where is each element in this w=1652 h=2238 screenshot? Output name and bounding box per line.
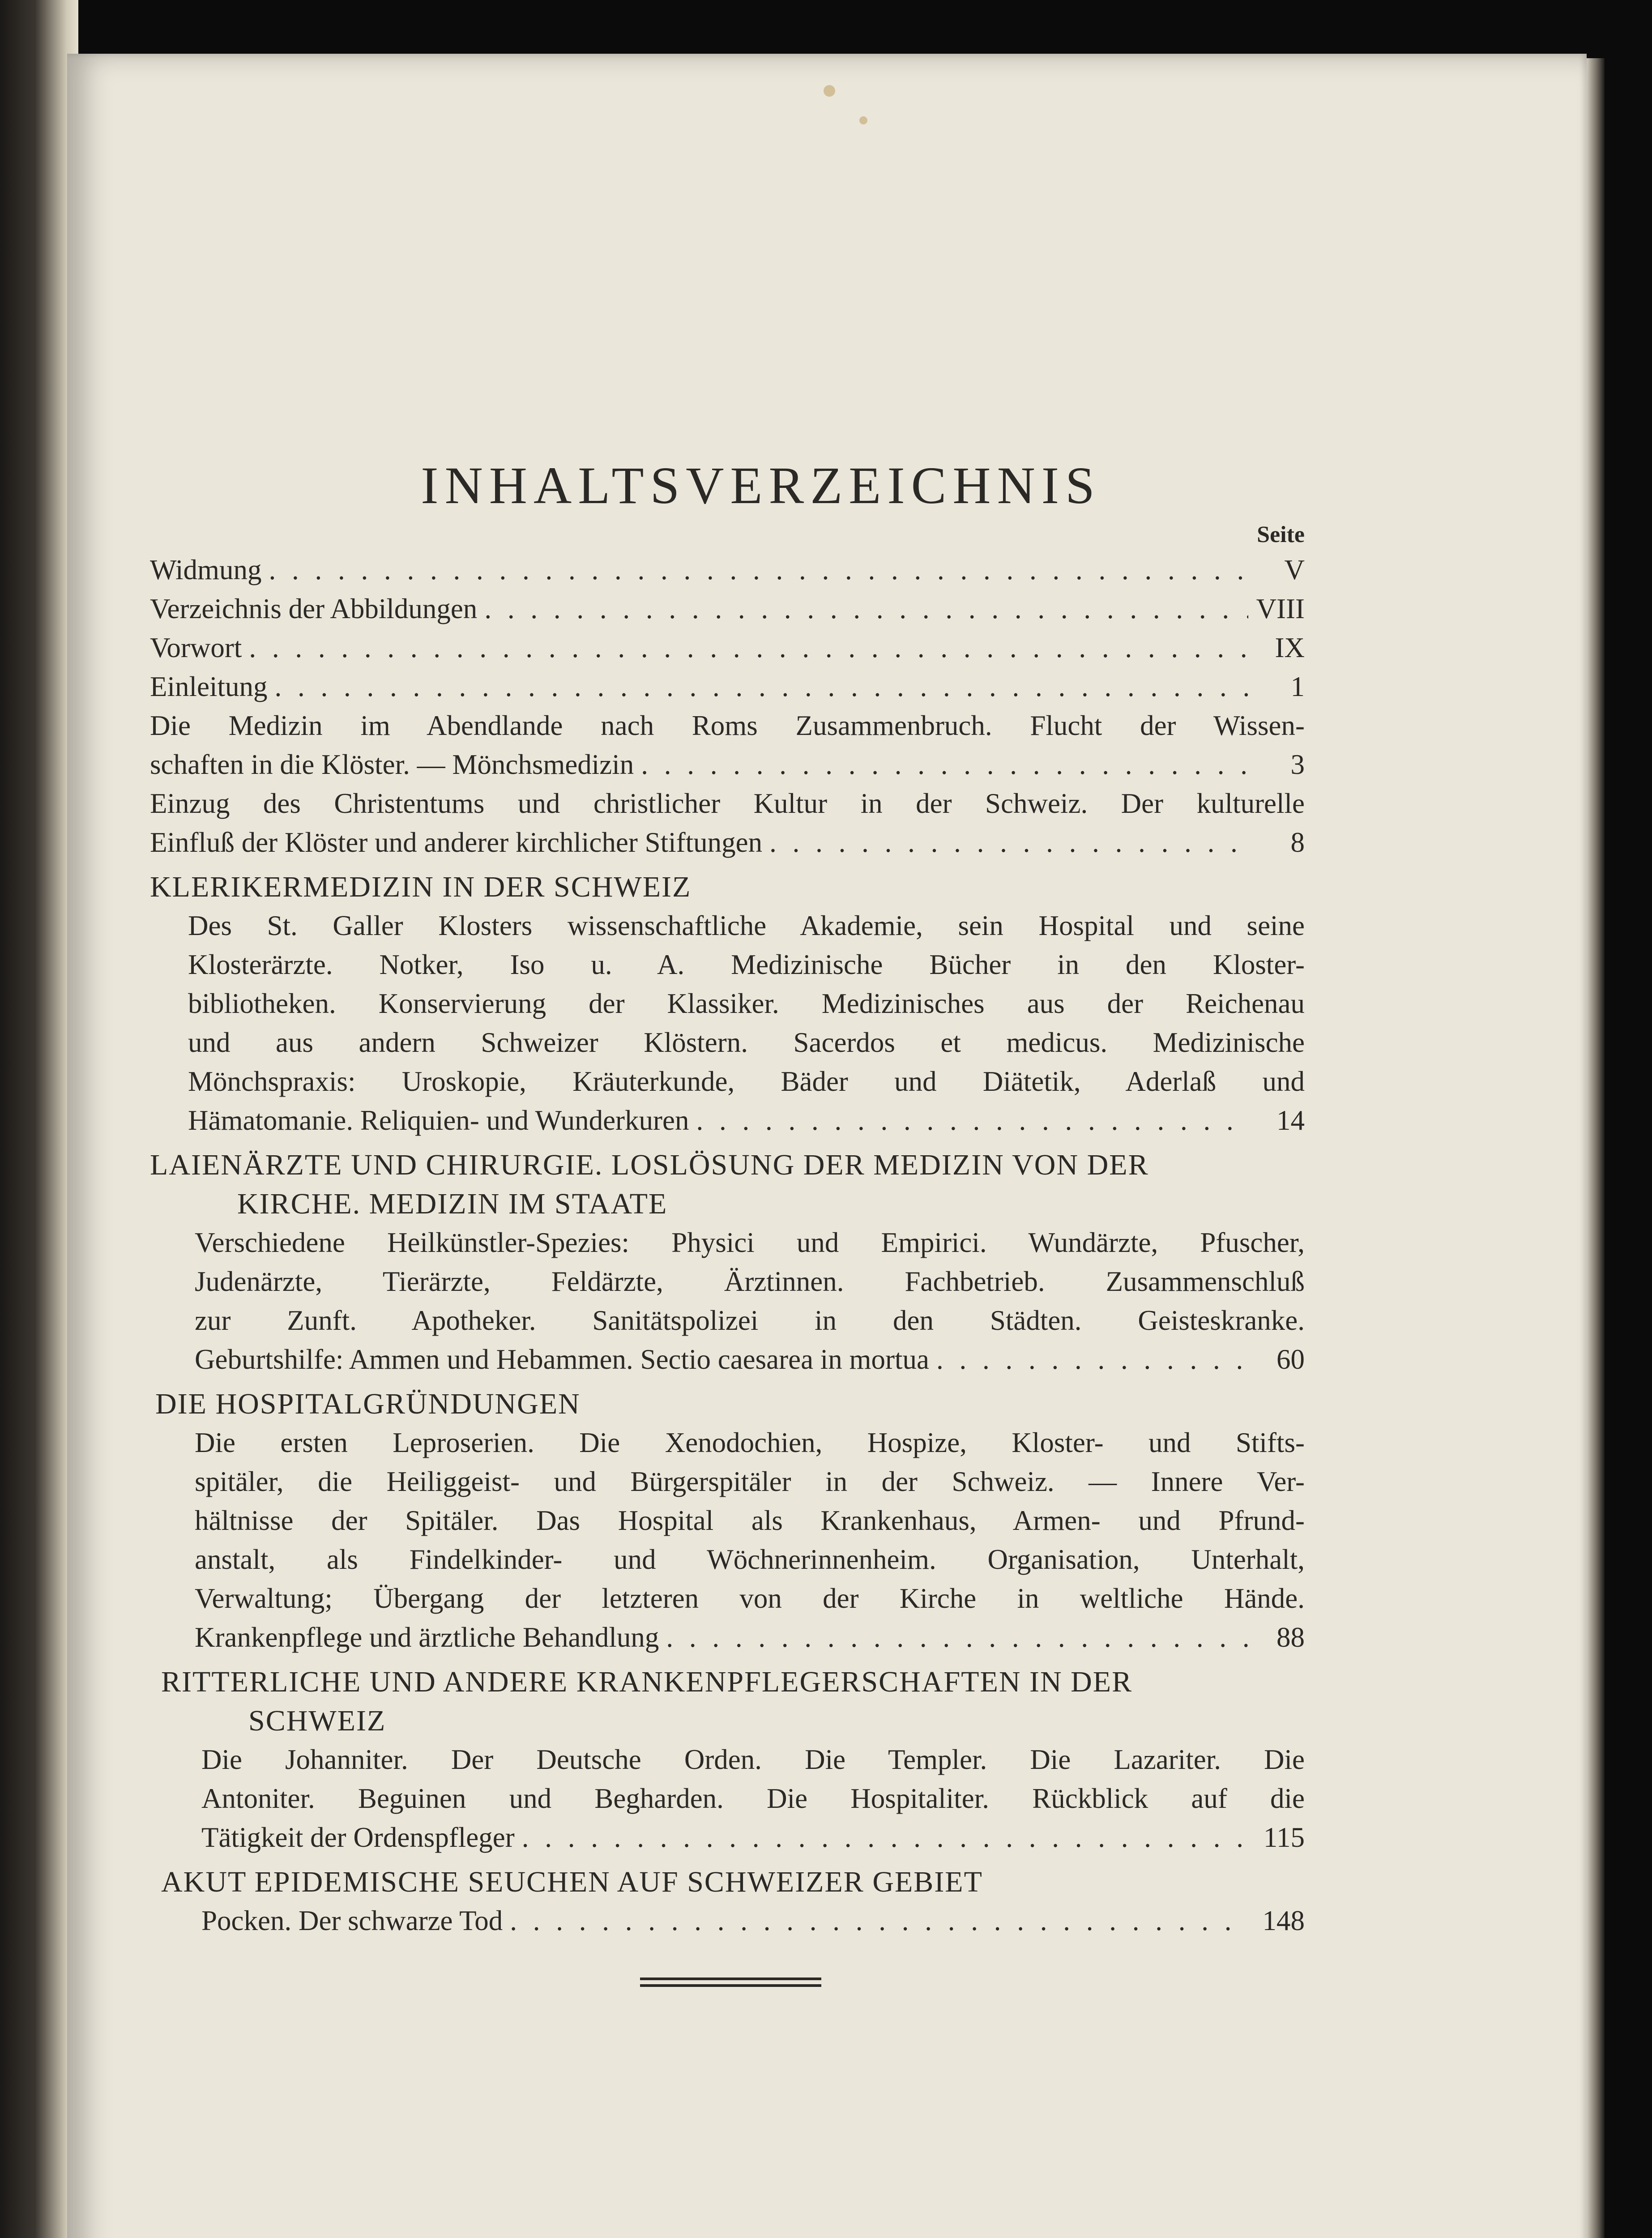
toc-entry-page: VIII (1256, 593, 1305, 624)
chapter-contents (150, 1740, 1305, 1857)
toc-entry (195, 1618, 1305, 1657)
leader-dots (484, 589, 1248, 628)
toc-entry-page: 115 (1263, 1822, 1305, 1853)
page-column-header: Seite (1257, 522, 1305, 547)
leader-dots (510, 1901, 1248, 1940)
toc-entry-page: 8 (1290, 827, 1305, 858)
toc-entry-label: Hämatomanie. Reliquien- und Wunderkuren (188, 1105, 689, 1136)
leader-dots (641, 745, 1248, 784)
leader-dots (249, 628, 1248, 667)
section-line: Judenärzte, Tierärzte, Feldärzte, Ärztinnen. Fachbetrieb. Zusammenschluß (195, 1266, 1305, 1297)
toc-entry-page: V (1284, 554, 1305, 585)
leader-dots (274, 667, 1248, 706)
toc-entry-label: Verzeichnis der Abbildungen (150, 593, 478, 624)
section-line: Einzug des Christentums und christlicher Kultur in der Schweiz. Der kulturelle (150, 788, 1305, 819)
section-line: bibliotheken. Konservierung der Klassiker. Medizinisches aus der Reichenau (188, 988, 1305, 1019)
leader-dots (936, 1340, 1248, 1379)
toc-entry (195, 1340, 1305, 1379)
toc-entry-page: 88 (1276, 1622, 1305, 1653)
section-line: Klosterärzte. Notker, Iso u. A. Medizinische Bücher in den Kloster- (188, 949, 1305, 980)
foxing-spot (859, 116, 867, 124)
page-title: INHALTSVERZEICHNIS (421, 456, 1101, 515)
section-line: Verwaltung; Übergang der letzteren von der Kirche in weltliche Hände. (195, 1583, 1305, 1614)
chapter-heading-line: AKUT EPIDEMISCHE SEUCHEN AUF SCHWEIZER GEBIET (161, 1866, 983, 1898)
toc-entry-label: Krankenpflege und ärztliche Behandlung (195, 1622, 659, 1653)
intro-section (150, 784, 1305, 823)
toc-entry-label: Widmung (150, 554, 262, 585)
chapter-contents (150, 1423, 1305, 1657)
toc-entry (150, 823, 1305, 862)
toc-entry-page: 60 (1276, 1344, 1305, 1375)
toc-entry-page: 1 (1290, 671, 1305, 702)
section-line: Die Medizin im Abendlande nach Roms Zusammenbruch. Flucht der Wissen- (150, 710, 1305, 741)
section-line: Mönchspraxis: Uroskopie, Kräuterkunde, Bäder und Diätetik, Aderlaß und (188, 1066, 1305, 1097)
section-line: Die ersten Leproserien. Die Xenodochien, Hospize, Kloster- und Stifts- (195, 1427, 1305, 1458)
toc-entry-label: Pocken. Der schwarze Tod (201, 1905, 503, 1936)
intro-section (150, 706, 1305, 745)
table-of-contents (150, 452, 1305, 1940)
chapter-heading-line: KLERIKERMEDIZIN IN DER SCHWEIZ (150, 871, 692, 903)
toc-entry-page: 3 (1290, 749, 1305, 780)
chapter-heading-line: LAIENÄRZTE UND CHIRURGIE. LOSLÖSUNG DER MEDIZIN VON DER (150, 1149, 1149, 1181)
toc-entry (150, 589, 1305, 628)
leader-dots (269, 551, 1248, 589)
toc-entry-label: Einfluß der Klöster und anderer kirchlicher Stiftungen (150, 827, 763, 858)
section-line: Des St. Galler Klosters wissenschaftliche Akademie, sein Hospital und seine (188, 910, 1305, 941)
section-line: Antoniter. Beguinen und Begharden. Die Hospitaliter. Rückblick auf die (201, 1783, 1305, 1814)
chapter-heading-line: KIRCHE. MEDIZIN IM STAATE (237, 1187, 668, 1220)
chapter-heading (150, 867, 1305, 906)
section-line: und aus andern Schweizer Klöstern. Sacerdos et medicus. Medizinische (188, 1027, 1305, 1058)
toc-entry (150, 628, 1305, 667)
leader-dots (666, 1618, 1248, 1657)
toc-entry (188, 1101, 1305, 1140)
chapter-heading-line: DIE HOSPITALGRÜNDUNGEN (155, 1388, 581, 1420)
toc-entry (150, 551, 1305, 589)
chapter-contents (150, 1223, 1305, 1379)
toc-entry-page: 148 (1262, 1905, 1305, 1936)
foxing-spot (824, 85, 835, 97)
toc-entry-page: IX (1275, 632, 1305, 663)
leader-dots (522, 1818, 1248, 1857)
page-edge (1587, 58, 1605, 2238)
section-line: Die Johanniter. Der Deutsche Orden. Die Templer. Die Lazariter. Die (201, 1744, 1305, 1775)
leader-dots (696, 1101, 1248, 1140)
toc-entry-label: Tätigkeit der Ordenspfleger (201, 1822, 515, 1853)
section-line: anstalt, als Findelkinder- und Wöchnerinnenheim. Organisation, Unterhalt, (195, 1544, 1305, 1575)
chapter-heading (150, 1862, 1305, 1901)
toc-entry (201, 1901, 1305, 1940)
section-line: hältnisse der Spitäler. Das Hospital als Krankenhaus, Armen- und Pfrund- (195, 1505, 1305, 1536)
chapter-contents (150, 906, 1305, 1140)
toc-entry (201, 1818, 1305, 1857)
leader-dots (769, 823, 1248, 862)
section-line: spitäler, die Heiliggeist- und Bürgerspitäler in der Schweiz. — Innere Ver- (195, 1466, 1305, 1497)
chapter-heading-line: RITTERLICHE UND ANDERE KRANKENPFLEGERSCHAFTEN IN DER (161, 1666, 1133, 1698)
chapter-heading (150, 1662, 1305, 1740)
toc-entry-label: Vorwort (150, 632, 242, 663)
section-line: Verschiedene Heilkünstler-Spezies: Physici und Empirici. Wundärzte, Pfuscher, (195, 1227, 1305, 1258)
toc-entry-label: Geburtshilfe: Ammen und Hebammen. Sectio caesarea in mortua (195, 1344, 929, 1375)
chapter-contents (150, 1901, 1305, 1940)
toc-entry-page: 14 (1276, 1105, 1305, 1136)
chapter-heading (150, 1384, 1305, 1423)
closing-double-rule (640, 1977, 821, 1991)
toc-entry-label: schaften in die Klöster. — Mönchsmedizin (150, 749, 634, 780)
chapter-heading (150, 1145, 1305, 1223)
toc-entry-label: Einleitung (150, 671, 268, 702)
section-line: zur Zunft. Apotheker. Sanitätspolizei in den Städten. Geisteskranke. (195, 1305, 1305, 1336)
toc-entry (150, 667, 1305, 706)
book-spine (0, 0, 78, 2238)
chapter-heading-line: SCHWEIZ (248, 1704, 386, 1737)
toc-entry (150, 745, 1305, 784)
